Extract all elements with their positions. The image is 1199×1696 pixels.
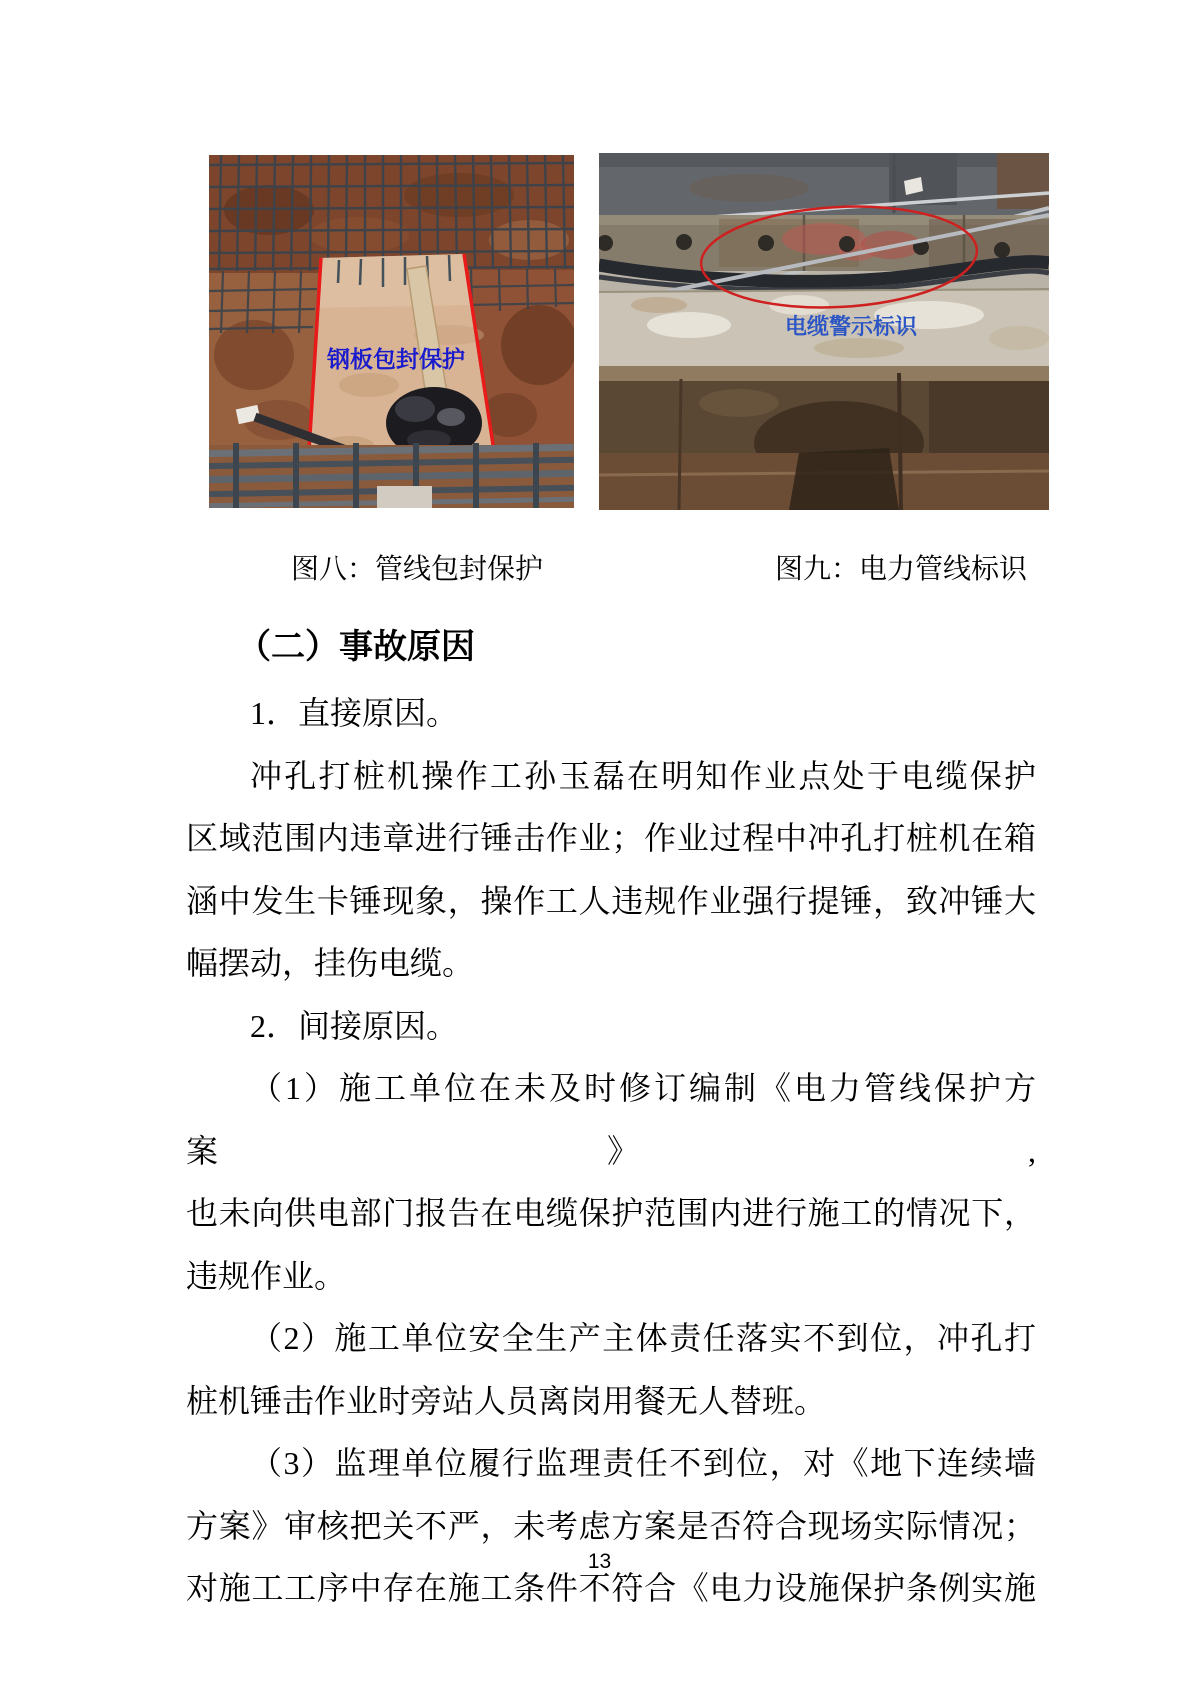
body-line: 桩机锤击作业时旁站人员离岗用餐无人替班。 (186, 1382, 827, 1419)
paragraph-indirect-cause-3 (186, 1432, 1036, 1620)
body-line: 对施工工序中存在施工条件不符合《电力设施保护条例实施 (186, 1570, 1036, 1606)
page-number: 13 (587, 1550, 612, 1573)
body-line: （1）施工单位在未及时修订编制《电力管线保护方案》, (186, 1070, 1036, 1169)
body-line: 冲孔打桩机操作工孙玉磊在明知作业点处于电缆保护 (250, 757, 1036, 794)
body-line: 1．直接原因。 (250, 695, 459, 731)
body-line: 幅摆动，挂伤电缆。 (186, 945, 475, 981)
photo-right-graphic (599, 153, 1049, 510)
paragraph-direct-cause (186, 745, 1036, 995)
body-line: 方案》审核把关不严，未考虑方案是否符合现场实际情况； (186, 1507, 1036, 1544)
section-heading: （二）事故原因 (237, 628, 475, 666)
figure-caption-left: 图八：管线包封保护 (291, 554, 544, 585)
body-line: 2．间接原因。 (250, 1007, 459, 1044)
paragraph-indirect-cause-title (186, 995, 1036, 1058)
paragraph-direct-cause-title (186, 682, 1036, 745)
figure-photo-cable-marking (599, 153, 1049, 510)
body-line: 也未向供电部门报告在电缆保护范围内进行施工的情况下， (186, 1195, 1036, 1231)
paragraph-indirect-cause-1 (186, 1057, 1036, 1307)
body-line: 区域范围内违章进行锤击作业；作业过程中冲孔打桩机在箱 (186, 820, 1036, 856)
figure-photo-pipeline-encapsulation (209, 155, 574, 508)
body-line: 违规作业。 (186, 1257, 347, 1294)
paragraph-indirect-cause-2 (186, 1307, 1036, 1432)
body-line: 涵中发生卡锤现象，操作工人违规作业强行提锤，致冲锤大 (186, 882, 1036, 919)
body-text (186, 682, 1036, 1620)
body-line: （3）监理单位履行监理责任不到位，对《地下连续墙 (250, 1445, 1036, 1481)
figure-caption-right: 图九：电力管线标识 (775, 554, 1028, 585)
photo-left-graphic (209, 155, 574, 508)
photo-left-overlay-label: 钢板包封保护 (327, 347, 465, 372)
photo-right-overlay-label: 电缆警示标识 (785, 314, 918, 339)
body-line: （2）施工单位安全生产主体责任落实不到位，冲孔打 (250, 1320, 1036, 1356)
